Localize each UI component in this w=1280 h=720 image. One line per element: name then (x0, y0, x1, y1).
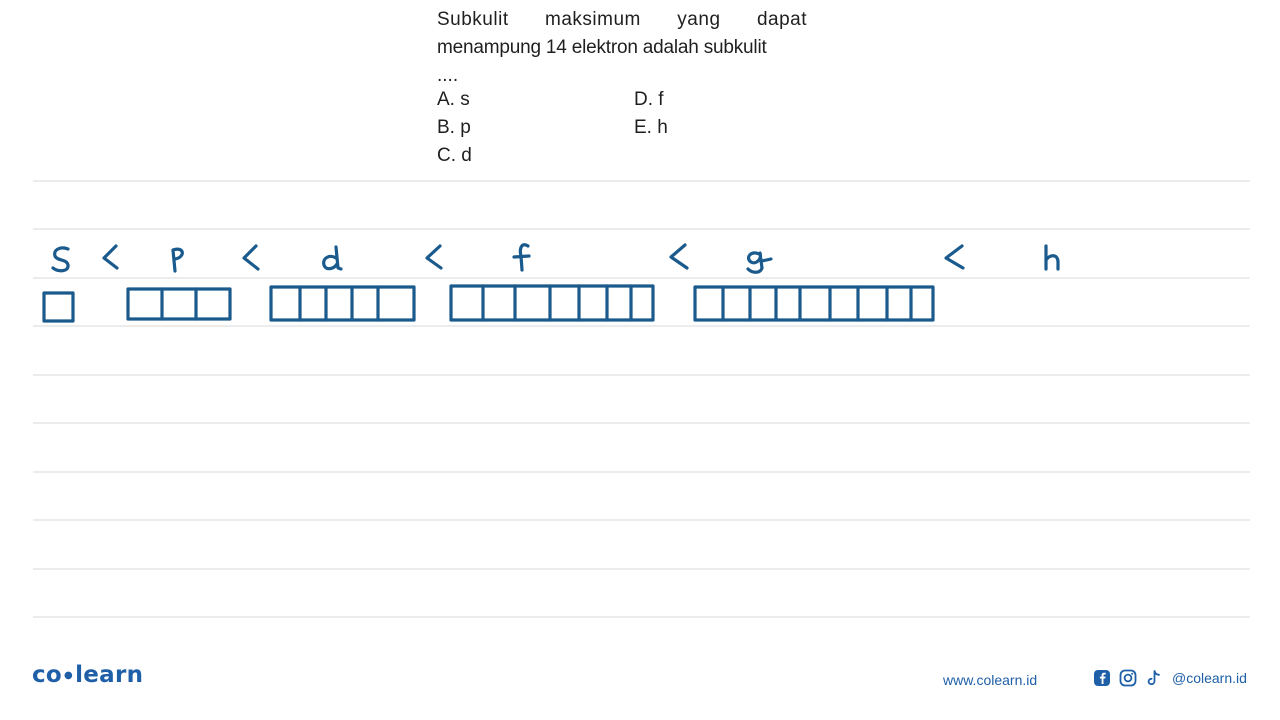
tiktok-icon[interactable] (1144, 668, 1164, 688)
website-link[interactable]: www.colearn.id (943, 672, 1038, 688)
hw-letter-s (53, 248, 68, 271)
question-line-2: menampung 14 elektron adalah subkulit (437, 37, 767, 58)
hw-letter-h (1046, 246, 1058, 269)
hw-letter-f (514, 245, 529, 270)
question-ellipsis: .... (437, 65, 459, 86)
social-handle[interactable]: @colearn.id (1172, 670, 1247, 686)
social-links (1092, 668, 1247, 688)
option-e[interactable]: E. h (634, 117, 668, 138)
hw-less-than-1 (104, 246, 117, 268)
orbital-box-s (44, 293, 73, 321)
hw-less-than-3 (427, 246, 441, 268)
orbital-boxes-f (451, 286, 653, 320)
instagram-icon[interactable] (1118, 668, 1138, 688)
hw-less-than-2 (244, 246, 258, 269)
option-d[interactable]: D. f (634, 89, 664, 110)
option-c[interactable]: C. d (437, 145, 472, 166)
orbital-boxes-g (695, 287, 933, 320)
hw-less-than-4 (671, 245, 687, 268)
hw-letter-g (748, 253, 771, 272)
orbital-boxes-d (271, 287, 414, 320)
option-a[interactable]: A. s (437, 89, 470, 110)
facebook-icon[interactable] (1092, 668, 1112, 688)
option-b[interactable]: B. p (437, 117, 471, 138)
hw-letter-d (324, 247, 341, 269)
orbital-boxes-p (128, 289, 230, 319)
hw-less-than-5 (946, 246, 963, 268)
colearn-logo: co ●learn (32, 662, 144, 688)
question-line-1: Subkulit maksimum yang dapat (437, 9, 807, 30)
hw-letter-p (173, 249, 182, 271)
